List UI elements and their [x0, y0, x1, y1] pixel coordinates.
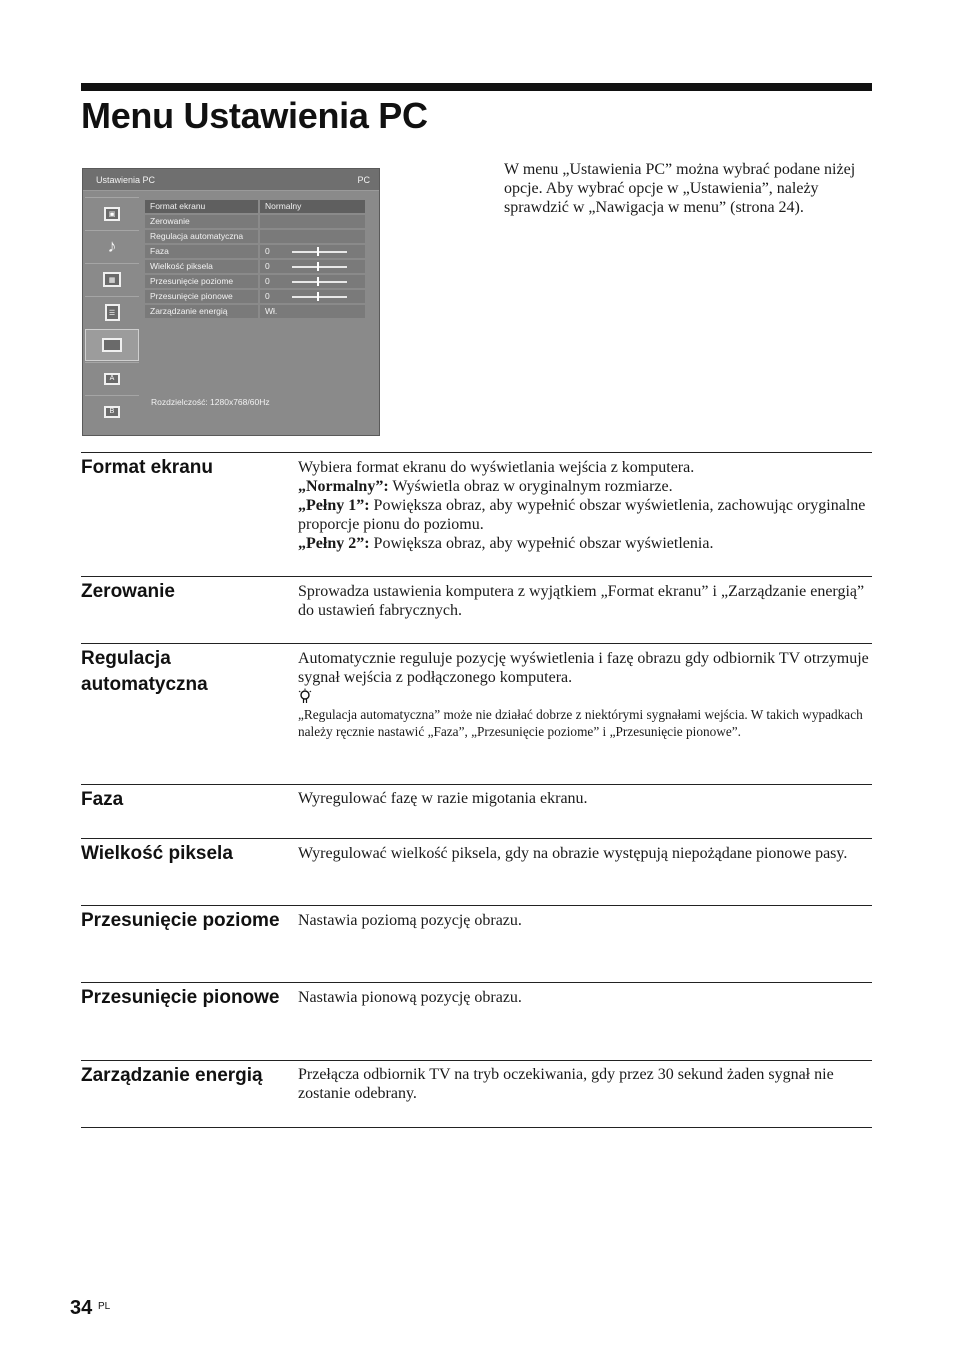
- title-rule: [81, 83, 872, 91]
- slider-knob: [317, 262, 319, 271]
- term-faza: Faza: [81, 789, 124, 810]
- input-a-icon: A: [85, 362, 139, 394]
- slider-track: [292, 251, 347, 253]
- music-note-icon: ♪: [85, 230, 139, 262]
- section-divider: [81, 576, 872, 577]
- slider-knob: [317, 292, 319, 301]
- tv-menu-row: Zarządzanie energią Wł.: [145, 305, 365, 318]
- tv-menu-row: Faza 0: [145, 245, 365, 258]
- pc-monitor-icon: [85, 329, 139, 361]
- desc-format-ekranu: Wybiera format ekranu do wyświetlania wejścia z komputera. „Normalny”: Wyświetla obraz w oryginalnym rozmiarze. „Pełny 1”: Powiększa obraz, aby wypełnić obszar wyświetlenia, zachowując oryginalne proporcje pionu do poziomu. „Pełny 2”: Powiększa obraz, aby wypełnić obszar wyświetlenia.: [298, 459, 866, 552]
- page-title: Menu Ustawienia PC: [81, 95, 428, 136]
- hint-lightbulb-icon: [298, 688, 312, 705]
- term-regulacja-automatyczna: Regulacja automatyczna: [81, 648, 208, 695]
- term-wielkosc-piksela: Wielkość piksela: [81, 843, 233, 864]
- page-language: PL: [98, 1301, 111, 1312]
- tv-menu-row: Regulacja automatyczna: [145, 230, 365, 243]
- term-przesuniecie-pionowe: Przesunięcie pionowe: [81, 987, 280, 1008]
- term-format-ekranu: Format ekranu: [81, 457, 213, 478]
- tv-menu-row: Przesunięcie pionowe 0: [145, 290, 365, 303]
- grid-icon: ▦: [85, 263, 139, 295]
- intro-text: W menu „Ustawienia PC” można wybrać podane niżej opcje. Aby wybrać opcje w „Ustawienia”, należy sprawdzić w „Nawigacja w menu” (strona 24).: [504, 161, 856, 216]
- slider-track: [292, 281, 347, 283]
- term-zerowanie: Zerowanie: [81, 581, 175, 602]
- tv-menu-resolution: Rozdzielczość: 1280x768/60Hz: [151, 397, 270, 407]
- tv-menu-sidebar: [83, 195, 139, 435]
- tv-menu-header: [83, 169, 379, 191]
- desc-przesuniecie-poziome: Nastawia poziomą pozycję obrazu.: [298, 912, 522, 929]
- section-divider: [81, 1060, 872, 1061]
- term-przesuniecie-poziome: Przesunięcie poziome: [81, 910, 280, 931]
- slider-track: [292, 266, 347, 268]
- desc-regulacja-automatyczna: Automatycznie reguluje pozycję wyświetlenia i fazę obrazu gdy odbiornik TV otrzymuje sygnał wejścia z podłączonego komputera. „Regulacja automatyczna” może nie działać dobrze z niektórymi sygnałami wejścia. W takich wypadkach należy ręcznie nastawić „Faza”, „Przesunięcie poziome” i „Przesunięcie pionowe”.: [298, 649, 874, 740]
- tv-menu-screenshot: [82, 168, 380, 436]
- picture-icon: ▣: [85, 197, 139, 229]
- desc-zarzadzanie-energia: Przełącza odbiornik TV na tryb oczekiwania, gdy przez 30 sekund żaden sygnał nie zostanie odebrany.: [298, 1066, 834, 1102]
- term-zarzadzanie-energia: Zarządzanie energią: [81, 1065, 263, 1086]
- slider-knob: [317, 247, 319, 256]
- page-number: 34: [70, 1297, 93, 1319]
- tv-menu-title: Ustawienia PC: [96, 175, 156, 185]
- desc-wielkosc-piksela: Wyregulować wielkość piksela, gdy na obrazie występują niepożądane pionowe pasy.: [298, 845, 848, 862]
- tv-menu-row: Format ekranu Normalny: [145, 200, 365, 213]
- desc-przesuniecie-pionowe: Nastawia pionową pozycję obrazu.: [298, 989, 522, 1006]
- desc-zerowanie: Sprowadza ustawienia komputera z wyjątkiem „Format ekranu” i „Zarządzanie energią” do ustawień fabrycznych.: [298, 583, 865, 619]
- desc-faza: Wyregulować fazę w razie migotania ekranu.: [298, 790, 588, 807]
- section-divider: [81, 905, 872, 906]
- section-divider: [81, 643, 872, 644]
- tv-menu-row: Przesunięcie poziome 0: [145, 275, 365, 288]
- slider-knob: [317, 277, 319, 286]
- tv-menu-source: PC: [357, 175, 370, 185]
- slider-track: [292, 296, 347, 298]
- input-b-icon: B: [85, 395, 139, 427]
- section-divider: [81, 982, 872, 983]
- note-text: „Regulacja automatyczna” może nie działać dobrze z niektórymi sygnałami wejścia. W takich wypadkach należy ręcznie nastawić „Faza”, „Przesunięcie poziome” i „Przesunięcie pionowe”.: [298, 707, 863, 739]
- section-divider: [81, 1127, 872, 1128]
- section-divider: [81, 838, 872, 839]
- section-divider: [81, 452, 872, 453]
- tv-menu-row: Wielkość piksela 0: [145, 260, 365, 273]
- settings-list-icon: ☰: [85, 296, 139, 328]
- tv-menu-row: Zerowanie: [145, 215, 365, 228]
- section-divider: [81, 784, 872, 785]
